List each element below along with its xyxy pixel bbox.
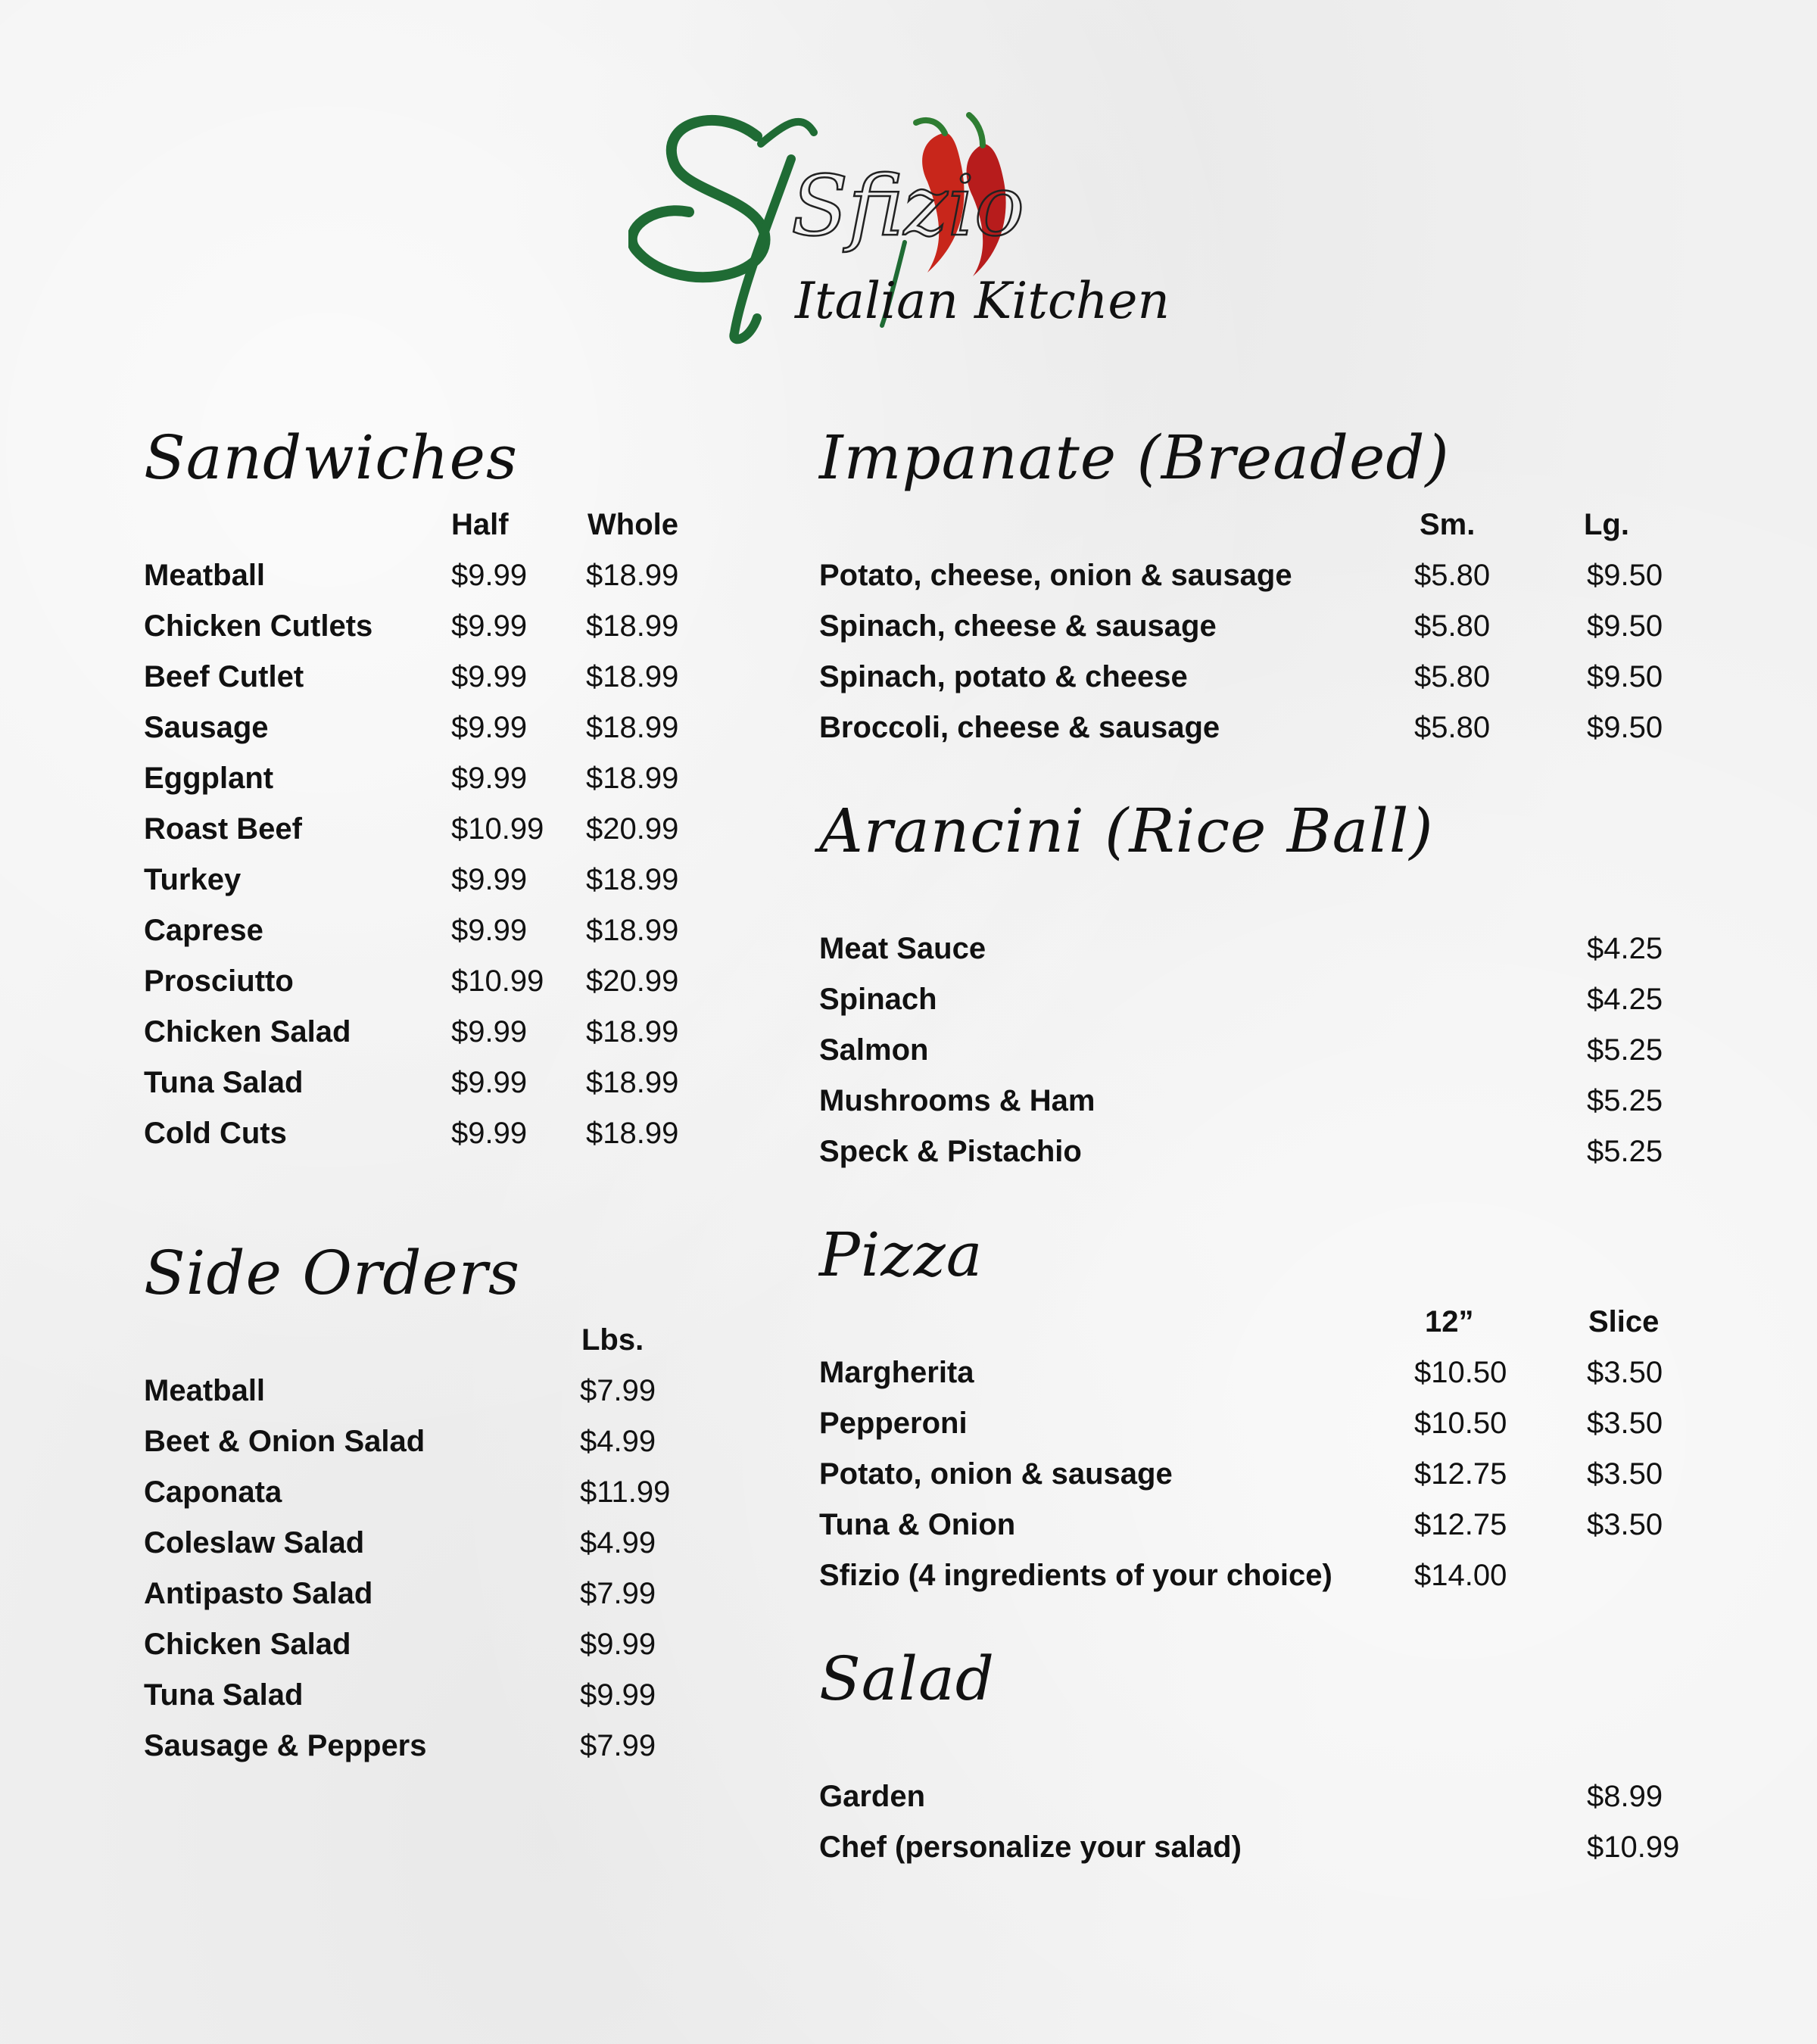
half-price: $10.99 — [451, 812, 544, 846]
slice-header: Slice — [1588, 1305, 1660, 1338]
whole-price: $18.99 — [586, 762, 679, 795]
item-name: Caponata — [144, 1475, 282, 1509]
salad-section — [819, 1637, 1713, 1873]
item-name: Pepperoni — [819, 1407, 968, 1440]
twelve-inch-price: $12.75 — [1414, 1508, 1507, 1541]
item-name: Coleslaw Salad — [144, 1526, 365, 1559]
item-name: Mushrooms & Ham — [819, 1084, 1095, 1117]
menu-item-row — [819, 1449, 1713, 1500]
menu-item-row — [144, 855, 719, 905]
whole-price: $18.99 — [586, 1066, 679, 1099]
whole-price: $18.99 — [586, 1117, 679, 1150]
item-name: Cold Cuts — [144, 1117, 287, 1150]
item-name: Meatball — [144, 559, 266, 592]
price-per-lb: $9.99 — [580, 1678, 656, 1712]
menu-item-row — [819, 1348, 1713, 1398]
item-name: Speck & Pistachio — [819, 1135, 1082, 1168]
menu-item-row — [144, 1366, 719, 1416]
item-name: Potato, cheese, onion & sausage — [819, 559, 1292, 592]
menu-item-row — [819, 924, 1713, 974]
item-name: Chef (personalize your salad) — [819, 1831, 1242, 1864]
menu-item-row — [819, 1076, 1713, 1126]
menu-item-row — [144, 601, 719, 652]
menu-item-row — [819, 974, 1713, 1025]
menu-item-row — [144, 753, 719, 804]
price-per-lb: $7.99 — [580, 1729, 656, 1762]
whole-price: $18.99 — [586, 559, 679, 592]
half-price: $9.99 — [451, 863, 528, 896]
sandwiches-header-row — [144, 500, 719, 550]
half-price: $9.99 — [451, 660, 528, 693]
half-price: $9.99 — [451, 1117, 528, 1150]
twelve-inch-price: $14.00 — [1414, 1559, 1507, 1592]
item-price: $4.25 — [1587, 983, 1663, 1016]
price-per-lb: $4.99 — [580, 1425, 656, 1458]
menu-item-row — [144, 652, 719, 703]
twelve-inch-header: 12” — [1425, 1305, 1474, 1338]
pizza-header-row — [819, 1297, 1713, 1348]
menu-item-row — [144, 905, 719, 956]
whole-header: Whole — [587, 508, 678, 541]
menu-item-row — [819, 1771, 1713, 1822]
small-price: $5.80 — [1414, 711, 1491, 744]
pizza-title: Pizza — [819, 1220, 983, 1290]
menu-item-row — [144, 1416, 719, 1467]
menu-item-row — [144, 703, 719, 753]
slice-price: $3.50 — [1587, 1407, 1663, 1440]
menu-item-row — [819, 1822, 1713, 1873]
item-name: Chicken Salad — [144, 1015, 351, 1048]
slice-price: $3.50 — [1587, 1356, 1663, 1389]
item-name: Garden — [819, 1780, 926, 1813]
item-name: Antipasto Salad — [144, 1577, 373, 1610]
impanate-title: Impanate (Breaded) — [819, 422, 1450, 493]
menu-item-row — [144, 1569, 719, 1619]
large-price: $9.50 — [1587, 660, 1663, 693]
menu-item-row — [144, 804, 719, 855]
large-header: Lg. — [1584, 508, 1629, 541]
menu-item-row — [144, 550, 719, 601]
item-name: Potato, onion & sausage — [819, 1457, 1173, 1491]
twelve-inch-price: $10.50 — [1414, 1407, 1507, 1440]
item-name: Turkey — [144, 863, 242, 896]
item-name: Tuna Salad — [144, 1066, 304, 1099]
large-price: $9.50 — [1587, 559, 1663, 592]
item-name: Broccoli, cheese & sausage — [819, 711, 1220, 744]
half-price: $9.99 — [451, 1066, 528, 1099]
arancini-title: Arancini (Rice Ball) — [819, 796, 1434, 866]
large-price: $9.50 — [1587, 609, 1663, 643]
item-name: Beef Cutlet — [144, 660, 304, 693]
arancini-section — [819, 790, 1713, 1177]
menu-item-row — [819, 703, 1713, 753]
impanate-header-row — [819, 500, 1713, 550]
whole-price: $18.99 — [586, 711, 679, 744]
whole-price: $20.99 — [586, 964, 679, 998]
impanate-section — [819, 416, 1713, 753]
lbs-header: Lbs. — [581, 1323, 644, 1357]
item-name: Sausage — [144, 711, 269, 744]
whole-price: $20.99 — [586, 812, 679, 846]
item-name: Spinach — [819, 983, 937, 1016]
sandwiches-title: Sandwiches — [144, 422, 519, 493]
large-price: $9.50 — [1587, 711, 1663, 744]
price-per-lb: $7.99 — [580, 1577, 656, 1610]
half-price: $9.99 — [451, 711, 528, 744]
item-name: Caprese — [144, 914, 263, 947]
sandwiches-section — [144, 416, 719, 1159]
whole-price: $18.99 — [586, 609, 679, 643]
whole-price: $18.99 — [586, 863, 679, 896]
side-orders-header-row — [144, 1315, 719, 1366]
item-name: Sausage & Peppers — [144, 1729, 427, 1762]
item-name: Tuna Salad — [144, 1678, 304, 1712]
price-per-lb: $7.99 — [580, 1374, 656, 1407]
item-name: Meatball — [144, 1374, 266, 1407]
price-per-lb: $11.99 — [580, 1475, 671, 1509]
menu-item-row — [144, 956, 719, 1007]
menu-item-row — [144, 1619, 719, 1670]
menu-item-row — [819, 652, 1713, 703]
item-price: $10.99 — [1587, 1831, 1680, 1864]
menu-item-row — [144, 1518, 719, 1569]
pizza-section — [819, 1214, 1713, 1601]
item-name: Sfizio (4 ingredients of your choice) — [819, 1559, 1332, 1592]
half-price: $9.99 — [451, 559, 528, 592]
item-name: Chicken Salad — [144, 1628, 351, 1661]
twelve-inch-price: $12.75 — [1414, 1457, 1507, 1491]
salad-title: Salad — [819, 1644, 995, 1714]
item-price: $5.25 — [1587, 1033, 1663, 1067]
half-header: Half — [451, 508, 509, 541]
menu-item-row — [144, 1007, 719, 1058]
small-price: $5.80 — [1414, 609, 1491, 643]
menu-item-row — [144, 1108, 719, 1159]
slice-price: $3.50 — [1587, 1457, 1663, 1491]
half-price: $9.99 — [451, 762, 528, 795]
side-orders-title: Side Orders — [144, 1238, 521, 1308]
menu-item-row — [144, 1058, 719, 1108]
item-name: Meat Sauce — [819, 932, 986, 965]
whole-price: $18.99 — [586, 660, 679, 693]
item-name: Beet & Onion Salad — [144, 1425, 425, 1458]
menu-item-row — [144, 1467, 719, 1518]
item-price: $5.25 — [1587, 1135, 1663, 1168]
half-price: $9.99 — [451, 609, 528, 643]
half-price: $9.99 — [451, 914, 528, 947]
whole-price: $18.99 — [586, 1015, 679, 1048]
menu-item-row — [819, 1025, 1713, 1076]
item-name: Roast Beef — [144, 812, 302, 846]
half-price: $10.99 — [451, 964, 544, 998]
item-name: Eggplant — [144, 762, 274, 795]
menu-item-row — [819, 1500, 1713, 1550]
item-name: Margherita — [819, 1356, 974, 1389]
item-price: $5.25 — [1587, 1084, 1663, 1117]
menu-item-row — [819, 1550, 1713, 1601]
item-price: $4.25 — [1587, 932, 1663, 965]
slice-price: $3.50 — [1587, 1508, 1663, 1541]
logo-subtitle-text: Italian Kitchen — [795, 272, 1170, 330]
menu-item-row — [819, 601, 1713, 652]
price-per-lb: $4.99 — [580, 1526, 656, 1559]
menu-item-row — [819, 1398, 1713, 1449]
restaurant-logo — [628, 91, 1189, 348]
item-name: Tuna & Onion — [819, 1508, 1016, 1541]
item-name: Prosciutto — [144, 964, 294, 998]
twelve-inch-price: $10.50 — [1414, 1356, 1507, 1389]
item-price: $8.99 — [1587, 1780, 1663, 1813]
price-per-lb: $9.99 — [580, 1628, 656, 1661]
menu-item-row — [819, 550, 1713, 601]
item-name: Spinach, potato & cheese — [819, 660, 1188, 693]
menu-item-row — [819, 1126, 1713, 1177]
menu-item-row — [144, 1670, 719, 1721]
logo-name-text: Sfizio — [791, 157, 1025, 254]
left-column — [144, 416, 719, 1771]
small-price: $5.80 — [1414, 559, 1491, 592]
item-name: Chicken Cutlets — [144, 609, 373, 643]
item-name: Spinach, cheese & sausage — [819, 609, 1217, 643]
half-price: $9.99 — [451, 1015, 528, 1048]
whole-price: $18.99 — [586, 914, 679, 947]
side-orders-section — [144, 1232, 719, 1771]
menu-item-row — [144, 1721, 719, 1771]
small-header: Sm. — [1420, 508, 1476, 541]
item-name: Salmon — [819, 1033, 929, 1067]
right-column — [819, 416, 1713, 1873]
small-price: $5.80 — [1414, 660, 1491, 693]
